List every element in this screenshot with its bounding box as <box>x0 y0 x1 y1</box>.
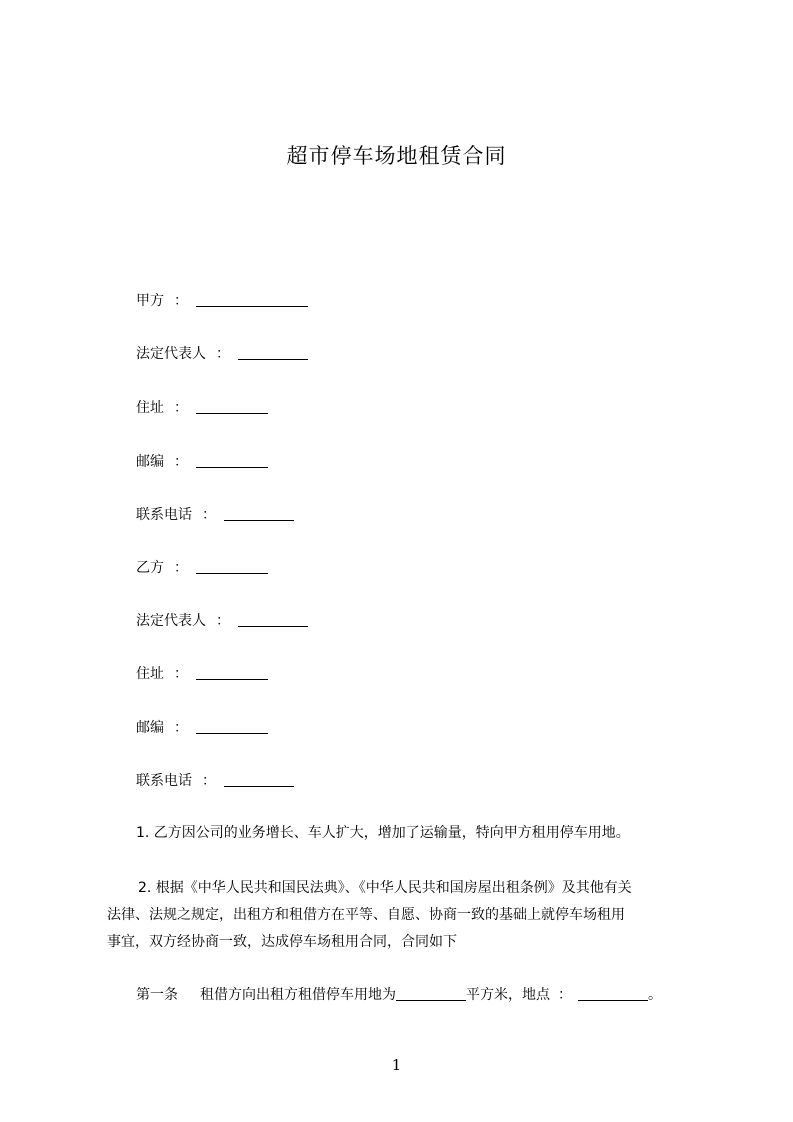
clause-2-line-1: 2. 根据《中华人民共和国民法典》、《中华人民共和国房屋出租条例》及其他有关 <box>138 880 632 896</box>
field-colon: ： <box>216 613 230 629</box>
fill-in-blank <box>196 453 268 468</box>
fill-in-blank <box>578 986 648 1001</box>
fill-in-blank <box>196 292 308 307</box>
field-label: 联系电话 <box>136 773 192 789</box>
clause-1: 1. 乙方因公司的业务增长、车人扩大，增加了运输量，特向甲方租用停车用地。 <box>136 825 630 841</box>
page-number: 1 <box>391 1056 402 1074</box>
fill-in-blank <box>224 506 294 521</box>
party-a-address-field <box>136 398 268 418</box>
party-b-phone-field <box>136 771 294 791</box>
fill-in-blank <box>396 986 466 1001</box>
fill-in-blank <box>196 559 268 574</box>
field-label: 甲方 <box>136 293 164 309</box>
fill-in-blank <box>196 399 268 414</box>
document-title: 超市停车场地租赁合同 <box>286 144 507 168</box>
field-colon: ： <box>174 454 188 470</box>
field-label: 邮编 <box>136 454 164 470</box>
field-colon: ： <box>558 987 572 1003</box>
field-label: 法定代表人 <box>136 613 206 629</box>
field-colon: ： <box>216 346 230 362</box>
article-1-heading: 第一条 <box>136 987 178 1003</box>
field-colon: ： <box>174 293 188 309</box>
party-a-legal-rep-field <box>136 344 308 364</box>
field-label: 乙方 <box>136 560 164 576</box>
field-label: 联系电话 <box>136 507 192 523</box>
field-label: 住址 <box>136 400 164 416</box>
field-colon: ： <box>174 720 188 736</box>
party-a-postcode-field <box>136 452 268 472</box>
article-1-text-before: 租借方向出租方租借停车用地为 <box>200 987 396 1003</box>
fill-in-blank <box>238 345 308 360</box>
article-1-text-middle: 平方米，地点 <box>466 987 550 1003</box>
party-b-name-field <box>136 558 268 578</box>
fill-in-blank <box>196 665 268 680</box>
field-colon: ： <box>174 560 188 576</box>
party-b-address-field <box>136 664 268 684</box>
fill-in-blank <box>238 612 308 627</box>
party-a-name-field <box>136 291 308 311</box>
field-colon: ： <box>174 400 188 416</box>
field-colon: ： <box>202 773 216 789</box>
field-label: 住址 <box>136 666 164 682</box>
party-a-phone-field <box>136 505 294 525</box>
article-1 <box>136 985 662 1005</box>
clause-2-line-3: 事宜，双方经协商一致，达成停车场租用合同，合同如下 <box>107 934 457 950</box>
article-1-text-end: 。 <box>648 987 662 1003</box>
clause-2-line-2: 法律、法规之规定，出租方和租借方在平等、自愿、协商一致的基础上就停车场租用 <box>107 907 625 923</box>
field-label: 法定代表人 <box>136 346 206 362</box>
field-colon: ： <box>174 666 188 682</box>
fill-in-blank <box>196 719 268 734</box>
party-b-legal-rep-field <box>136 611 308 631</box>
field-label: 邮编 <box>136 720 164 736</box>
fill-in-blank <box>224 772 294 787</box>
party-b-postcode-field <box>136 718 268 738</box>
field-colon: ： <box>202 507 216 523</box>
